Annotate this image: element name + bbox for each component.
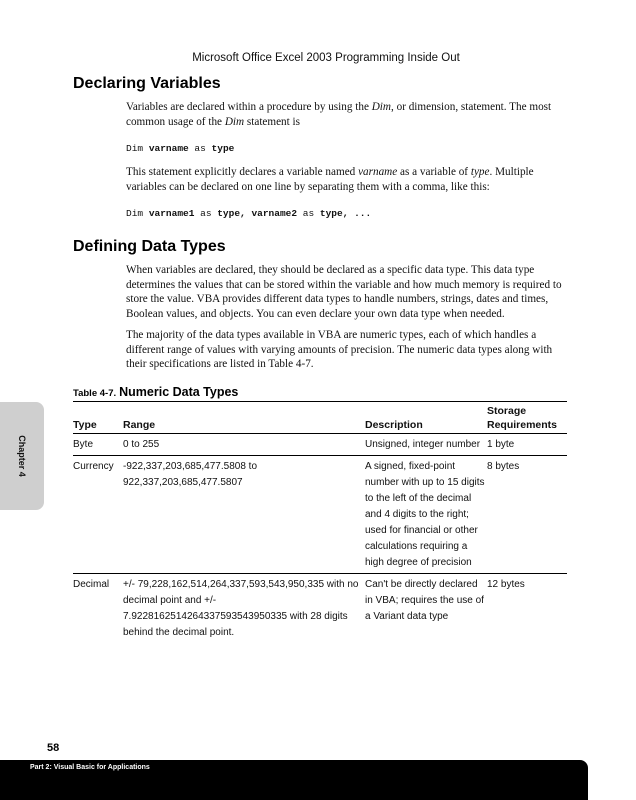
code-placeholder: type [319, 208, 343, 219]
code-placeholder: varname [148, 143, 189, 154]
text-run: statement is [244, 115, 301, 128]
cell-description: Unsigned, integer number [365, 439, 481, 450]
italic-term: Dim [371, 101, 391, 113]
table-row [73, 574, 567, 643]
table-caption-title: Numeric Data Types [119, 385, 239, 399]
code-keyword: Dim [126, 208, 149, 219]
code-separator: , [240, 208, 252, 219]
running-header-text: Microsoft Office Excel 2003 Programming Inside Out [192, 52, 460, 64]
text-run: as a variable of [397, 166, 471, 178]
footer-bar [0, 760, 588, 800]
code-ellipsis: , ... [342, 208, 372, 219]
cell-type: Byte [73, 439, 94, 450]
code-keyword: as [297, 208, 320, 219]
footer-part-label: Part 2: Visual Basic for Applications [30, 764, 150, 771]
paragraph-explicit-declaration [126, 165, 566, 194]
code-placeholder: type [217, 208, 241, 219]
text-run: Variables are declared within a procedure by using the [126, 101, 372, 113]
cell-storage: 12 bytes [487, 579, 525, 590]
table-row [73, 456, 567, 574]
header-storage [487, 404, 567, 432]
text-run: . Multiple variables can be declared on one line by separating them with a comma, like this: [126, 166, 534, 193]
code-placeholder: type [211, 143, 235, 154]
table-caption-number: Table 4-7. [73, 388, 117, 399]
section-heading-declaring-variables: Declaring Variables [73, 75, 221, 92]
table-header-row [73, 402, 567, 434]
paragraph-dim-intro [126, 100, 566, 129]
italic-term: type [470, 166, 490, 178]
header-description: Description [365, 419, 423, 431]
cell-description: A signed, fixed-point number with up to 15 digits to the left of the decimal and 4 digits to the right; used for financial or other calculations requiring a high degree of precision [365, 461, 485, 568]
paragraph-numeric-types: The majority of the data types available in VBA are numeric types, each of which handles a different range of values with varying amounts of precision. The numeric data types along with their specifications are listed in Table 4-7. [126, 329, 553, 371]
numeric-data-types-table [73, 401, 567, 643]
text-run: , or dimension, statement. The most common usage of the [126, 101, 552, 128]
cell-type: Currency [73, 461, 114, 472]
header-range: Range [123, 419, 156, 431]
table-row [73, 434, 567, 456]
header-storage-line2: Requirements [487, 419, 558, 431]
cell-description: Can't be directly declared in VBA; requires the use of a Variant data type [365, 579, 484, 622]
code-sample-dim [126, 143, 234, 154]
cell-range: -922,337,203,685,477.5808 to 922,337,203,685,477.5807 [123, 461, 258, 488]
paragraph-data-types-intro: When variables are declared, they should be declared as a specific data type. This data type determines the values that can be stored within the variable and how much memory is required to store the value. VBA provides different data types to handle numbers, strings, dates and times, Boolean values, and objects. You can even declare your own data type when needed. [126, 264, 562, 320]
page-number: 58 [47, 742, 60, 754]
cell-storage: 1 byte [487, 439, 515, 450]
code-placeholder: varname1 [148, 208, 195, 219]
code-keyword: Dim [126, 143, 149, 154]
section-heading-defining-data-types: Defining Data Types [73, 238, 226, 255]
code-placeholder: varname2 [251, 208, 298, 219]
cell-type: Decimal [73, 579, 110, 590]
code-sample-multiple-dim [126, 208, 371, 219]
text-run: This statement explicitly declares a variable named [126, 166, 359, 178]
header-type: Type [73, 419, 97, 431]
italic-term: varname [358, 166, 398, 178]
cell-range: 0 to 255 [123, 439, 160, 450]
cell-range: +/- 79,228,162,514,264,337,593,543,950,335 with no decimal point and +/- 7.9228162514264337593543950335 with 28 digits behind the decimal point. [123, 579, 359, 638]
cell-storage: 8 bytes [487, 461, 520, 472]
code-keyword: as [188, 143, 212, 154]
italic-term: Dim [224, 115, 245, 128]
running-header [0, 52, 636, 64]
chapter-side-tab [0, 402, 44, 510]
table-caption [73, 383, 238, 401]
header-storage-line1: Storage [487, 405, 527, 417]
code-keyword: as [194, 208, 218, 219]
chapter-tab-label: Chapter 4 [17, 435, 27, 477]
